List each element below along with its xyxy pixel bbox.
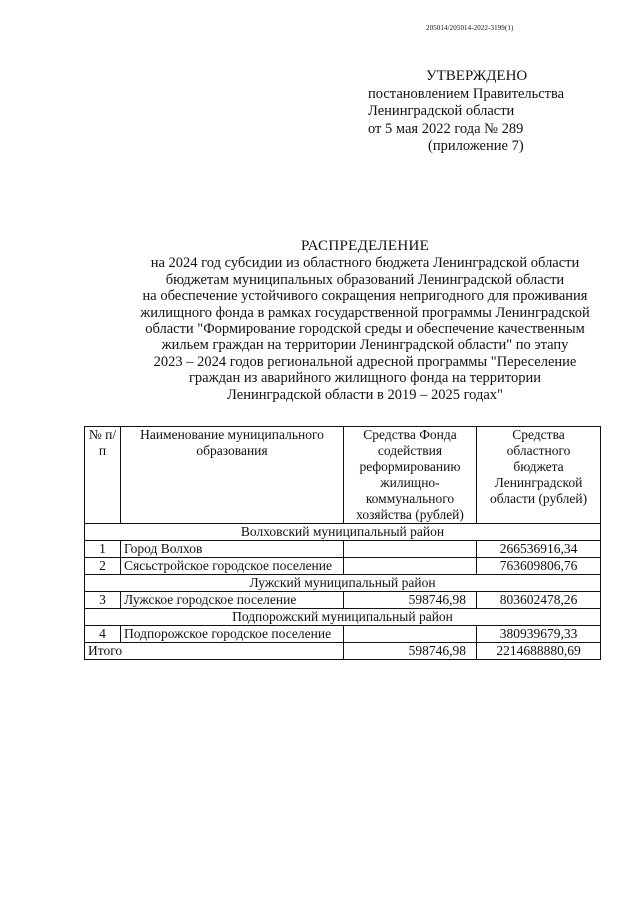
row-regional-value: 803602478,26 <box>477 592 601 609</box>
table-row <box>85 626 601 643</box>
approval-title: УТВЕРЖДЕНО <box>426 68 528 84</box>
approval-annex: (приложение 7) <box>428 138 524 154</box>
header-municipality: Наименование муниципального образования <box>121 427 344 524</box>
heading-line: бюджетам муниципальных образований Ленинградской области <box>165 271 565 288</box>
row-municipality: Лужское городское поселение <box>121 592 344 609</box>
row-regional-value: 763609806,76 <box>477 558 601 575</box>
document-id: 205014/205014-2022-3199(1) <box>426 24 514 32</box>
district-row <box>85 524 601 541</box>
district-row <box>85 575 601 592</box>
total-label: Итого <box>85 643 344 660</box>
heading-line: Ленинградской области в 2019 – 2025 годах" <box>227 386 503 403</box>
row-municipality: Город Волхов <box>121 541 344 558</box>
approval-stamp <box>368 68 564 156</box>
heading-line: на 2024 год субсидии из областного бюджета Ленинградской области <box>150 255 580 272</box>
district-name: Лужский муниципальный район <box>85 575 601 592</box>
heading-line: жилищного фонда в рамках государственной программы Ленинградской <box>140 304 590 321</box>
row-fund-value <box>344 626 477 643</box>
header-number: № п/п <box>85 427 121 524</box>
row-number: 1 <box>85 541 121 558</box>
approval-line-2: Ленинградской области <box>368 103 515 119</box>
approval-line-3: от 5 мая 2022 года № 289 <box>368 120 524 137</box>
district-name: Волховский муниципальный район <box>85 524 601 541</box>
header-fund-resources: Средства Фонда содействия реформированию жилищно-коммунального хозяйства (рублей) <box>344 427 477 524</box>
heading-line: жильем граждан на территории Ленинградской области" по этапу <box>161 337 569 354</box>
heading-line: 2023 – 2024 годов региональной адресной программы "Переселение <box>153 353 577 370</box>
row-regional-value: 266536916,34 <box>477 541 601 558</box>
table-row <box>85 558 601 575</box>
row-fund-value: 598746,98 <box>344 592 477 609</box>
heading-line: на обеспечение устойчивого сокращения непригодного для проживания <box>142 288 588 305</box>
header-regional-budget: Средства областного бюджета Ленинградской области (рублей) <box>477 427 601 524</box>
approval-line-1: постановлением Правительства <box>368 85 565 102</box>
row-number: 3 <box>85 592 121 609</box>
table-header-row <box>85 427 601 524</box>
total-row <box>85 643 601 660</box>
row-municipality: Подпорожское городское поселение <box>121 626 344 643</box>
document-title: РАСПРЕДЕЛЕНИЕ <box>300 238 430 254</box>
table-row <box>85 541 601 558</box>
heading-line: граждан из аварийного жилищного фонда на территории <box>188 370 541 387</box>
total-fund-value: 598746,98 <box>344 643 477 660</box>
row-municipality: Сясьстройское городское поселение <box>121 558 344 575</box>
row-fund-value <box>344 541 477 558</box>
district-name: Подпорожский муниципальный район <box>85 609 601 626</box>
table-row <box>85 592 601 609</box>
document-heading <box>60 238 640 403</box>
row-number: 2 <box>85 558 121 575</box>
row-regional-value: 380939679,33 <box>477 626 601 643</box>
total-regional-value: 2214688880,69 <box>477 643 601 660</box>
heading-line: области "Формирование городской среды и обеспечение качественным <box>145 321 585 338</box>
row-number: 4 <box>85 626 121 643</box>
district-row <box>85 609 601 626</box>
row-fund-value <box>344 558 477 575</box>
distribution-table <box>84 426 601 660</box>
